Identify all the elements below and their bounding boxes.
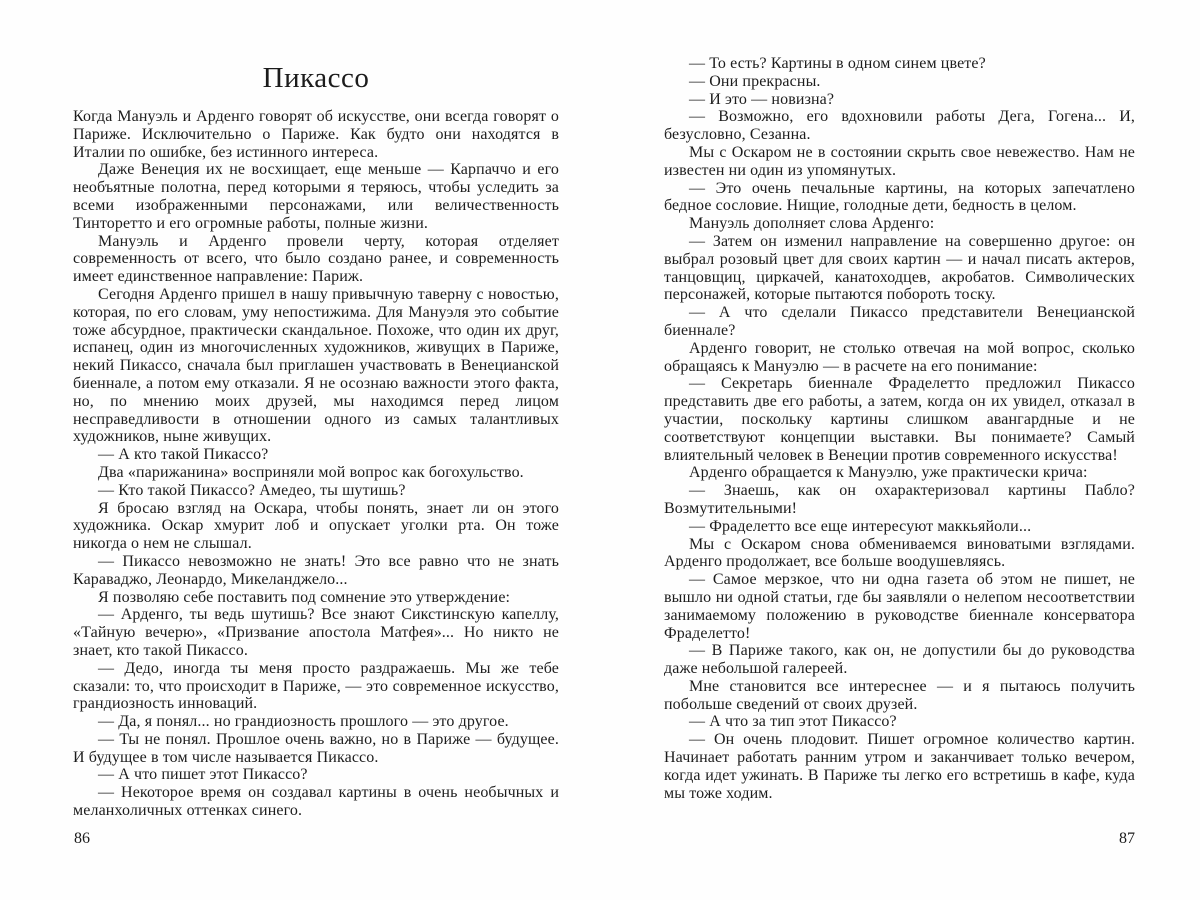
paragraph: — Фраделетто все еще интересуют маккьяйоли... — [689, 517, 1032, 535]
page-left — [73, 0, 559, 900]
paragraph: — А кто такой Пикассо? — [98, 446, 269, 464]
paragraph: — То есть? Картины в одном синем цвете? — [689, 55, 986, 72]
paragraph: Я позволяю себе поставить под сомнение это утверждение: — [98, 588, 511, 606]
paragraph: — А что сделали Пикассо представители Венецианской биеннале? — [664, 304, 1135, 339]
paragraph: Даже Венеция их не восхищает, еще меньше — Карпаччо и его необъятные полотна, перед которыми я теряюсь, чтобы уследить за всеми изображенными персонажами, или величественность Тинторетто и его огромные работы, полные жизни. — [73, 161, 559, 232]
paragraph: Арденго говорит, не столько отвечая на мой вопрос, сколько обращаясь к Мануэлю — в расчете на его понимание: — [664, 339, 1135, 375]
paragraph: — Да, я понял... но грандиозность прошлого — это другое. — [98, 713, 509, 731]
paragraph: — Самое мерзкое, что ни одна газета об этом не пишет, не вышло ни одной статьи, где бы заявляли о нелепом несоответствии занимаемому положению в руководстве биеннале консерватора Фраделетто! — [664, 571, 1135, 642]
paragraph: — Кто такой Пикассо? Амедео, ты шутишь? — [98, 481, 406, 499]
paragraph: — Знаешь, как он охарактеризовал картины Пабло? Возмутительными! — [664, 482, 1135, 517]
paragraph: Сегодня Арденго пришел в нашу привычную таверну с новостью, которая, по его словам, уму непостижима. Для Мануэля это событие тоже абсурдное, практически скандальное. Похоже, что один их друг, испанец, один из многочисленных художников, живущих в Париже, некий Пикассо, сначала был приглашен участвовать в Венецианской биеннале, а потом ему отказали. Я не осознаю важности этого факта, но, по мнению моих друзей, мы находимся перед лицом несправедливости в отношении одного из самых талантливых художников, ныне живущих. — [73, 285, 559, 446]
paragraph: — А что за тип этот Пикассо? — [689, 713, 897, 731]
paragraph: Я бросаю взгляд на Оскара, чтобы понять, знает ли он этого художника. Оскар хмурит лоб и опускает уголки рта. Он тоже никогда о нем не слышал. — [73, 499, 559, 553]
paragraph: — А что пишет этот Пикассо? — [98, 766, 308, 784]
paragraph: Мы с Оскаром снова обмениваемся виноватыми взглядами. Арденго продолжает, все больше воодушевляясь. — [664, 535, 1135, 571]
paragraph: Мне становится все интереснее — и я пытаюсь получить побольше сведений от своих друзей. — [664, 677, 1135, 713]
paragraph: — Арденго, ты ведь шутишь? Все знают Сикстинскую капеллу, «Тайную вечерю», «Призвание апостола Матфея»... Но никто не знает, кто такой Пикассо. — [73, 606, 559, 659]
paragraph: — Это очень печальные картины, на которых запечатлено бедное сословие. Нищие, голодные дети, бедность в целом. — [664, 179, 1135, 215]
left-page-text — [73, 108, 559, 820]
page-number-right: 87 — [1119, 830, 1135, 847]
paragraph: — Затем он изменил направление на совершенно другое: он выбрал розовый цвет для своих картин — и начал писать актеров, танцовщиц, циркачей, канатоходцев, акробатов. Символических персонажей, которые пытаются побороть тоску. — [664, 232, 1135, 304]
paragraph: Два «парижанина» восприняли мой вопрос как богохульство. — [98, 463, 524, 481]
paragraph: — Секретарь биеннале Фраделетто предложил Пикассо представить две его работы, а затем, когда он их увидел, отказал в участии, поскольку картины слишком авангардные и не соответствуют концепции выставки. Вы понимаете? Самый влиятельный человек в Венеции против современного искусства! — [664, 375, 1135, 464]
paragraph: — Некоторое время он создавал картины в очень необычных и меланхоличных оттенках синего. — [73, 784, 559, 820]
page-number-left: 86 — [74, 830, 90, 847]
paragraph: Арденго обращается к Мануэлю, уже практически крича: — [689, 464, 1088, 482]
right-page-text — [664, 55, 1135, 802]
paragraph: — Они прекрасны. — [689, 72, 821, 90]
paragraph: Мануэль дополняет слова Арденго: — [689, 215, 935, 233]
chapter-title: Пикассо — [262, 62, 370, 94]
page-right — [664, 0, 1135, 900]
paragraph: — В Париже такого, как он, не допустили бы до руководства даже небольшой галереей. — [664, 642, 1135, 678]
paragraph: Когда Мануэль и Арденго говорят об искусстве, они всегда говорят о Париже. Исключительно о Париже. Как будто они находятся в Италии по ошибке, без истинного интереса. — [73, 108, 559, 161]
paragraph: Мы с Оскаром не в состоянии скрыть свое невежество. Нам не известен ни один из упомянутых. — [664, 143, 1135, 179]
paragraph: — Пикассо невозможно не знать! Это все равно что не знать Караваджо, Леонардо, Микеланджело... — [73, 552, 559, 588]
paragraph: — Дедо, иногда ты меня просто раздражаешь. Мы же тебе сказали: то, что происходит в Париже, — это современное искусство, грандиозность инноваций. — [73, 659, 559, 713]
paragraph: Мануэль и Арденго провели черту, которая отделяет современность от всего, что было создано ранее, и современность имеет единственное направление: Париж. — [73, 232, 559, 286]
paragraph: — Возможно, его вдохновили работы Дега, Гогена... И, безусловно, Сезанна. — [664, 108, 1135, 144]
paragraph: — Ты не понял. Прошлое очень важно, но в Париже — будущее. И будущее в том числе называется Пикассо. — [73, 730, 559, 766]
paragraph: — Он очень плодовит. Пишет огромное количество картин. Начинает работать ранним утром и заканчивает только вечером, когда идет ужинать. В Париже ты легко его встретишь в кафе, куда мы тоже ходим. — [664, 731, 1135, 802]
paragraph: — И это — новизна? — [689, 90, 835, 108]
